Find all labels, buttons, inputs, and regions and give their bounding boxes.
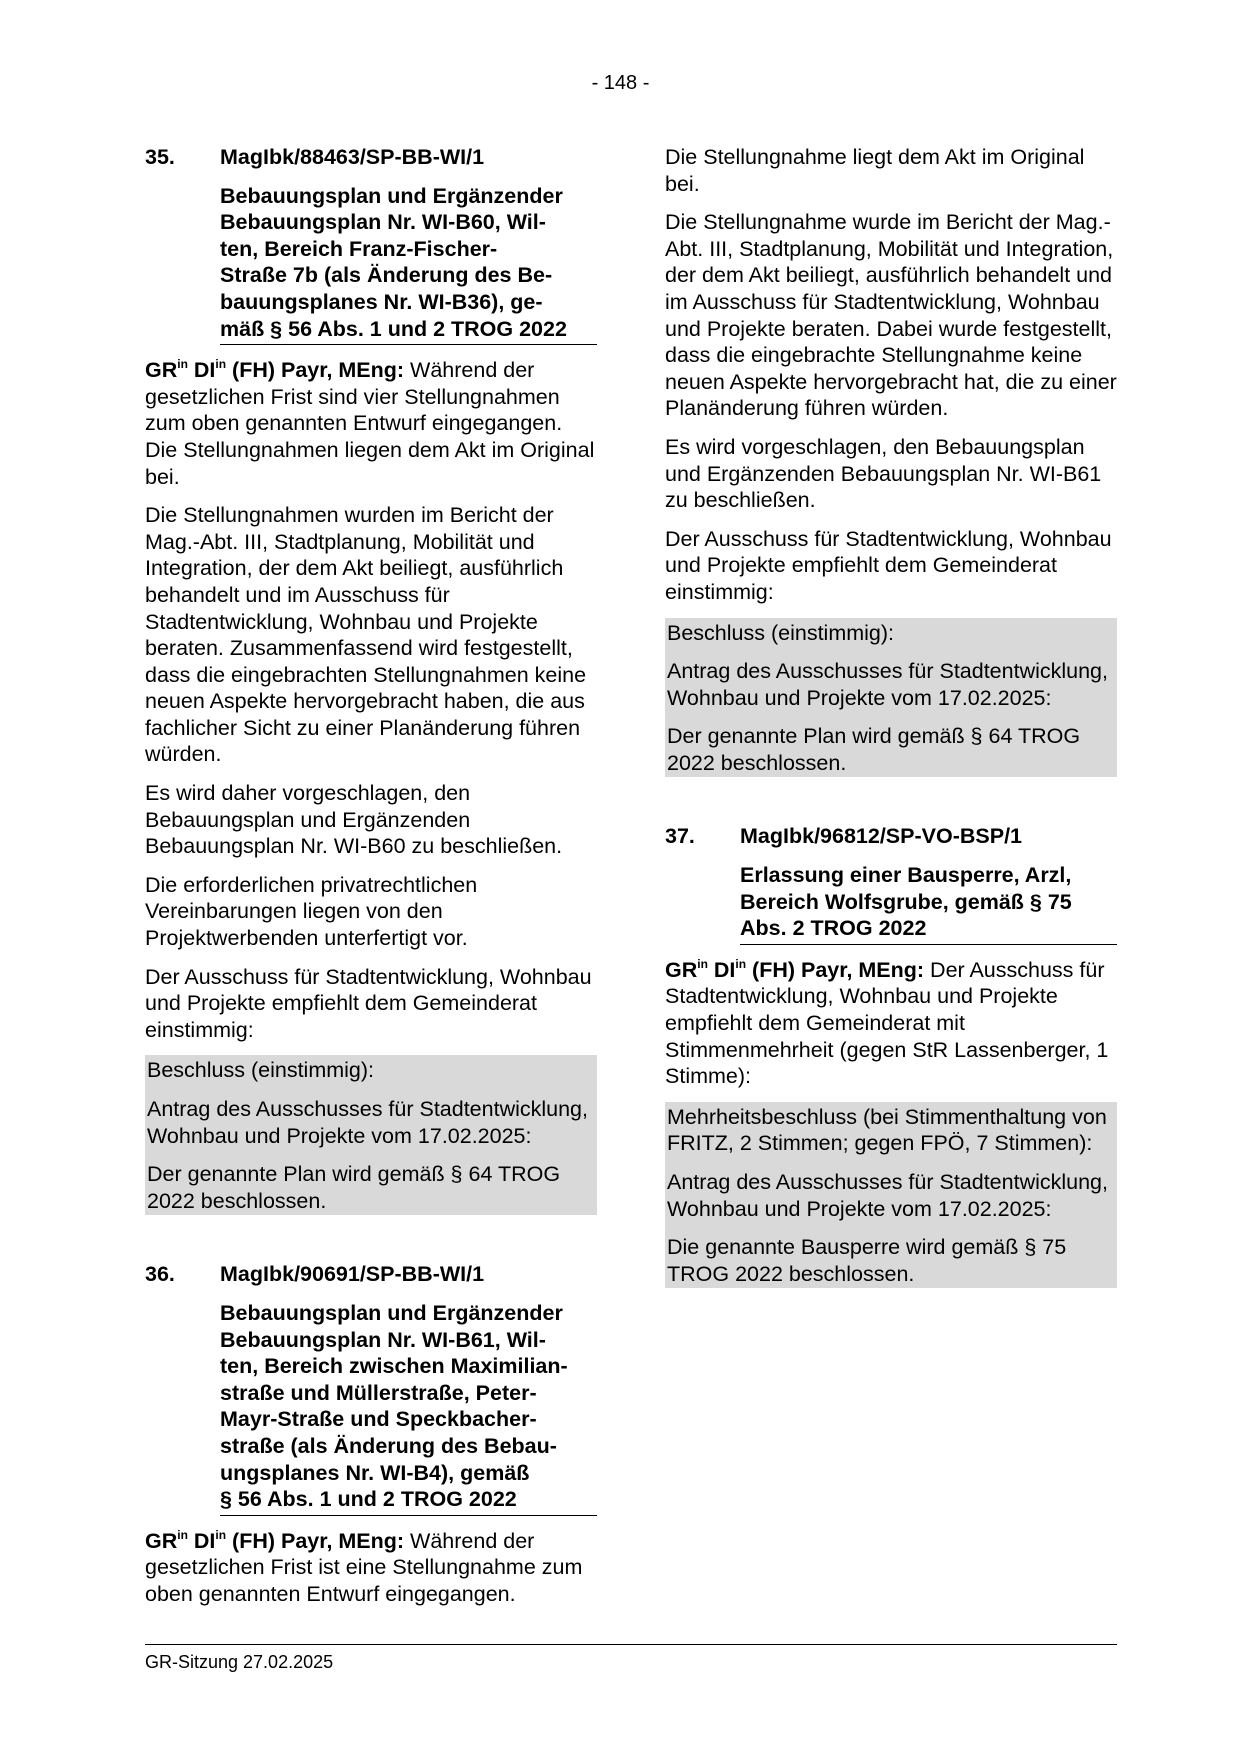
- title-line: ten, Bereich zwischen Maximilian-: [220, 1354, 568, 1379]
- left-column: [145, 144, 597, 1620]
- page-number: - 148 -: [591, 72, 650, 94]
- item-36-heading: [145, 1261, 597, 1288]
- decision-text: Die genannte Bausperre wird gemäß § 75 TROG 2022 beschlossen.: [667, 1235, 1067, 1286]
- footer-text: GR-Sitzung 27.02.2025: [145, 1652, 334, 1672]
- title-line: Erlassung einer Bausperre, Arzl,: [740, 863, 1072, 888]
- item-37-reference: MagIbk/96812/SP-VO-BSP/1: [740, 824, 1022, 849]
- item-37-intro: $GR^{in}$ $DI^{in}$ (FH) Payr, MEng: Der Ausschuss für Stadtentwicklung, Wohnbau und Projekte empfiehlt dem Gemeinderat mit Stimmenmehrheit (gegen StR Lassenberger, 1 Stimme):: [665, 956, 1109, 1089]
- item-36-number: 36.: [145, 1262, 175, 1287]
- title-line: bauungsplanes Nr. WI-B36), ge-: [220, 289, 543, 314]
- title-line: Bebauungsplan und Ergänzender: [220, 183, 563, 208]
- item-35-intro: $GR^{in}$ $DI^{in}$ (FH) Payr, MEng: Während der gesetzlichen Frist sind vier Stellungnahmen zum oben genannten Entwurf eingegangen. Die Stellungnahmen liegen dem Akt im Original bei.: [145, 357, 595, 489]
- title-line: § 56 Abs. 1 und 2 TROG 2022: [220, 1487, 517, 1512]
- title-line: Mayr-Straße und Speckbacher-: [220, 1407, 537, 1432]
- item-35-paragraph: Der Ausschuss für Stadtentwicklung, Wohnbau und Projekte empfiehlt dem Gemeinderat einstimmig:: [145, 964, 592, 1042]
- motion-text: Antrag des Ausschusses für Stadtentwicklung, Wohnbau und Projekte vom 17.02.2025:: [667, 1170, 1108, 1221]
- item-37-resolution-box: [665, 1102, 1117, 1289]
- title-line: Bebauungsplan Nr. WI-B60, Wil-: [220, 210, 546, 235]
- title-line: Bebauungsplan und Ergänzender: [220, 1300, 563, 1325]
- item-37-title: [740, 862, 1117, 945]
- decision-text: Der genannte Plan wird gemäß § 64 TROG 2022 beschlossen.: [667, 724, 1081, 775]
- item-35-paragraph: Die erforderlichen privatrechtlichen Vereinbarungen liegen von den Projektwerbenden unterfertigt vor.: [145, 872, 478, 951]
- speaker-label: $GR^{in}$ $DI^{in}$ (FH) Payr, MEng:: [145, 1527, 405, 1553]
- motion-text: Antrag des Ausschusses für Stadtentwicklung, Wohnbau und Projekte vom 17.02.2025:: [147, 1097, 588, 1148]
- speaker-label: $GR^{in}$ $DI^{in}$ (FH) Payr, MEng:: [665, 956, 925, 982]
- item-35-title: [220, 183, 597, 346]
- title-line: Straße 7b (als Änderung des Be-: [220, 263, 553, 288]
- item-36-paragraph: Es wird vorgeschlagen, den Bebauungsplan und Ergänzenden Bebauungsplan Nr. WI-B61 zu beschließen.: [665, 434, 1102, 513]
- item-36-resolution-box: [665, 618, 1117, 778]
- item-37-number: 37.: [665, 824, 695, 849]
- right-column: [665, 144, 1117, 1288]
- item-35-heading: [145, 144, 597, 171]
- footer-divider: [145, 1644, 1117, 1645]
- item-35-resolution-box: [145, 1055, 597, 1215]
- item-36-paragraph: Die Stellungnahme liegt dem Akt im Original bei.: [665, 145, 1085, 196]
- item-35-paragraph: Die Stellungnahmen wurden im Bericht der Mag.-Abt. III, Stadtplanung, Mobilität und Integration, der dem Akt beiliegt, ausführlich behandelt und im Ausschuss für Stadtentwicklung, Wohnbau und Projekte beraten. Zusammenfassend wird festgestellt, dass die eingebrachten Stellungnahmen keine neuen Aspekte hervorgebracht haben, die aus fachlicher Sicht zu einer Planänderung führen würden.: [145, 503, 587, 767]
- title-line: ten, Bereich Franz-Fischer-: [220, 236, 498, 261]
- item-35-number: 35.: [145, 145, 175, 169]
- item-36-reference: MagIbk/90691/SP-BB-WI/1: [220, 1262, 485, 1287]
- resolution-text: Beschluss (einstimmig):: [147, 1058, 374, 1083]
- item-36-paragraph: Die Stellungnahme wurde im Bericht der Mag.-Abt. III, Stadtplanung, Mobilität und Integration, der dem Akt beiliegt, ausführlich behandelt und im Ausschuss für Stadtentwicklung, Wohnbau und Projekte beraten. Dabei wurde festgestellt, dass die eingebrachte Stellungnahme keine neuen Aspekte hervorgebracht hat, die zu einer Planänderung führen würden.: [665, 210, 1117, 421]
- speaker-label: $GR^{in}$ $DI^{in}$ (FH) Payr, MEng:: [145, 357, 405, 383]
- title-line: Bebauungsplan Nr. WI-B61, Wil-: [220, 1327, 546, 1352]
- item-37-heading: [665, 823, 1117, 850]
- item-35-reference: MagIbk/88463/SP-BB-WI/1: [220, 145, 485, 169]
- item-35-paragraph: Es wird daher vorgeschlagen, den Bebauungsplan und Ergänzenden Bebauungsplan Nr. WI-B60 zu beschließen.: [145, 781, 563, 859]
- title-line: Abs. 2 TROG 2022: [740, 916, 927, 941]
- title-line: straße (als Änderung des Bebau-: [220, 1433, 557, 1458]
- resolution-text: Mehrheitsbeschluss (bei Stimmenthaltung von FRITZ, 2 Stimmen; gegen FPÖ, 7 Stimmen):: [667, 1104, 1107, 1156]
- item-36-intro: $GR^{in}$ $DI^{in}$ (FH) Payr, MEng: Während der gesetzlichen Frist ist eine Stellungnahme zum oben genannten Entwurf eingegangen.: [145, 1527, 583, 1606]
- motion-text: Antrag des Ausschusses für Stadtentwicklung, Wohnbau und Projekte vom 17.02.2025:: [667, 659, 1108, 710]
- item-36-paragraph: Der Ausschuss für Stadtentwicklung, Wohnbau und Projekte empfiehlt dem Gemeinderat einstimmig:: [665, 526, 1112, 604]
- item-36-title: [220, 1300, 597, 1516]
- title-line: Bereich Wolfsgrube, gemäß § 75: [740, 889, 1072, 914]
- title-line: ungsplanes Nr. WI-B4), gemäß: [220, 1460, 530, 1485]
- title-line: straße und Müllerstraße, Peter-: [220, 1380, 537, 1405]
- decision-text: Der genannte Plan wird gemäß § 64 TROG 2022 beschlossen.: [147, 1162, 561, 1213]
- resolution-text: Beschluss (einstimmig):: [667, 620, 894, 645]
- title-line: mäß § 56 Abs. 1 und 2 TROG 2022: [220, 316, 567, 341]
